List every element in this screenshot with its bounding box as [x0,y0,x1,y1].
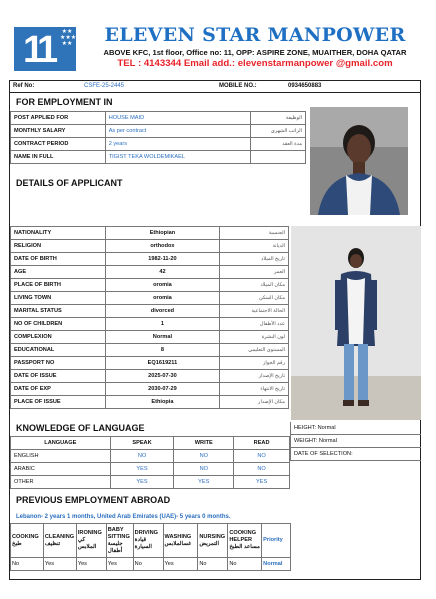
field-label-arabic: مدة العقد [251,138,306,151]
field-label: EDUCATIONAL [11,344,106,357]
skill-value: No [228,558,262,571]
skill-header: IRONING كي الملابس [76,524,106,558]
field-label-arabic: المستوى التعليمي [220,344,289,357]
ref-value: CSFE-25-2445 [84,83,125,89]
language-table [10,436,290,489]
field-label: PLACE OF ISSUE [11,396,106,409]
skills-header-row [11,524,291,558]
field-label-arabic: مكان السكن [220,292,289,305]
skills-value-row [11,558,291,571]
field-value: orthodox [105,240,219,253]
skill-header: NURSING التمريض [198,524,228,558]
mobile-value: 0934650883 [288,83,322,89]
field-label-arabic: الوظيفة [251,112,306,125]
language-level: YES [110,476,174,489]
field-label: PLACE OF BIRTH [11,279,106,292]
field-value: 1 [105,318,219,331]
table-row [11,266,289,279]
employment-title: FOR EMPLOYMENT IN [16,97,113,107]
skill-value: Yes [106,558,133,571]
column-header: SPEAK [110,437,174,450]
language-level: NO [110,450,174,463]
field-value: 42 [105,266,219,279]
previous-employment-title: PREVIOUS EMPLOYMENT ABROAD [16,495,171,505]
applicant-table [10,226,289,409]
field-label: COMPLEXION [11,331,106,344]
language-level: YES [174,476,234,489]
language-level: NO [174,463,234,476]
skill-header: BABY SITTING جليسة أطفال [106,524,133,558]
table-row [11,138,306,151]
field-value: As per contract [105,125,250,138]
field-label-arabic: الراتب الشهري [251,125,306,138]
field-value: EQ1619211 [105,357,219,370]
field-label: PASSPORT NO [11,357,106,370]
table-row [11,357,289,370]
field-value: 2025-07-30 [105,370,219,383]
column-header: READ [234,437,290,450]
company-address: ABOVE KFC, 1st floor, Office no: 11, OPP: ASPIRE ZONE, MUAITHER, DOHA QATAR [103,48,407,57]
skill-value: Yes [163,558,198,571]
field-label: RELIGION [11,240,106,253]
skill-value: Normal [262,558,291,571]
field-label-arabic [251,151,306,164]
skill-value: Yes [76,558,106,571]
field-value: TIGIST TEKA WOLDEMIKAEL [105,151,250,164]
field-value: 2 years [105,138,250,151]
table-row [11,112,306,125]
field-value: Ethiopia [105,396,219,409]
field-label: NO OF CHILDREN [11,318,106,331]
skill-value: No [133,558,163,571]
language-name: ARABIC [11,463,111,476]
language-name: ENGLISH [11,450,111,463]
skill-header: COOKING HELPER مساعد الطبخ [228,524,262,558]
field-label-arabic: العمر [220,266,289,279]
company-contact: TEL : 4143344 Email add.: elevenstarmanpower @gmail.com [117,58,393,69]
company-name: ELEVEN STAR MANPOWER [104,24,406,46]
language-name: OTHER [11,476,111,489]
reference-row [9,80,421,93]
mobile-label: MOBILE NO.: [219,83,257,89]
field-label: MARITAL STATUS [11,305,106,318]
field-value: Normal [105,331,219,344]
table-row [11,383,289,396]
field-label: DATE OF BIRTH [11,253,106,266]
field-label: NAME IN FULL [11,151,106,164]
skills-table [10,523,291,571]
ref-label: Ref No: [13,83,35,89]
skill-header: WASHING غسالملابس [163,524,198,558]
field-label: MONTHLY SALARY [11,125,106,138]
language-level: NO [234,450,290,463]
field-label-arabic: لون البشرة [220,331,289,344]
applicant-title: DETAILS OF APPLICANT [16,178,123,188]
table-row [11,227,289,240]
table-row [11,396,289,409]
field-label: POST APPLIED FOR [11,112,106,125]
date-of-selection-field: DATE OF SELECTION: [290,448,421,461]
column-header: LANGUAGE [11,437,111,450]
field-label-arabic: تاريخ الميلاد [220,253,289,266]
field-label-arabic: تاريخ الانتهاء [220,383,289,396]
company-logo [14,27,76,71]
field-value: HOUSE MAID [105,112,250,125]
language-title: KNOWLEDGE OF LANGUAGE [16,423,145,433]
field-value: divorced [105,305,219,318]
field-label-arabic: رقم الجواز [220,357,289,370]
field-label: DATE OF ISSUE [11,370,106,383]
field-value: 8 [105,344,219,357]
field-value: oromia [105,292,219,305]
table-row [11,253,289,266]
table-row [11,240,289,253]
field-label-arabic: مكان الإصدار [220,396,289,409]
applicant-portrait-photo [310,107,408,215]
language-level: NO [234,463,290,476]
column-header: WRITE [174,437,234,450]
field-label-arabic: الجنسية [220,227,289,240]
logo-text: 11 [23,29,54,71]
language-level: NO [174,450,234,463]
language-row [11,463,290,476]
table-row [11,305,289,318]
table-row [11,344,289,357]
weight-field: WEIGHT: Normal [290,435,421,448]
language-level: YES [234,476,290,489]
skill-header: CLEANING تنظيف [43,524,76,558]
language-row [11,450,290,463]
skill-header: Priority [262,524,291,558]
height-field: HEIGHT: Normal [290,422,421,435]
field-value: 1982-11-20 [105,253,219,266]
field-label: AGE [11,266,106,279]
skill-value: No [11,558,44,571]
previous-employment-summary: Lebanon- 2 years 1 months, United Arab Emirates (UAE)- 5 years 0 months. [16,514,231,520]
field-value: Ethiopian [105,227,219,240]
skill-value: Yes [43,558,76,571]
language-row [11,476,290,489]
field-label-arabic: مكان الميلاد [220,279,289,292]
applicant-full-body-photo [291,226,421,420]
field-value: 2030-07-29 [105,383,219,396]
table-row [11,292,289,305]
table-row [11,370,289,383]
field-label: LIVING TOWN [11,292,106,305]
field-value: oromia [105,279,219,292]
table-row [11,151,306,164]
skill-header: DRIVING قيادة السيارة [133,524,163,558]
table-row [11,331,289,344]
language-header-row [11,437,290,450]
field-label-arabic: عدد الأطفال [220,318,289,331]
company-header [80,24,430,69]
table-row [11,318,289,331]
field-label: NATIONALITY [11,227,106,240]
skill-value: No [198,558,228,571]
skill-header: COOKING طبخ [11,524,44,558]
field-label: DATE OF EXP [11,383,106,396]
table-row [11,125,306,138]
field-label: CONTRACT PERIOD [11,138,106,151]
field-label-arabic: الحالة الاجتماعية [220,305,289,318]
table-row [11,279,289,292]
field-label-arabic: تاريخ الإصدار [220,370,289,383]
star-icon: ★★ ★★★ ★★ [60,29,77,47]
language-level: YES [110,463,174,476]
employment-table [10,111,306,164]
field-label-arabic: الديانة [220,240,289,253]
